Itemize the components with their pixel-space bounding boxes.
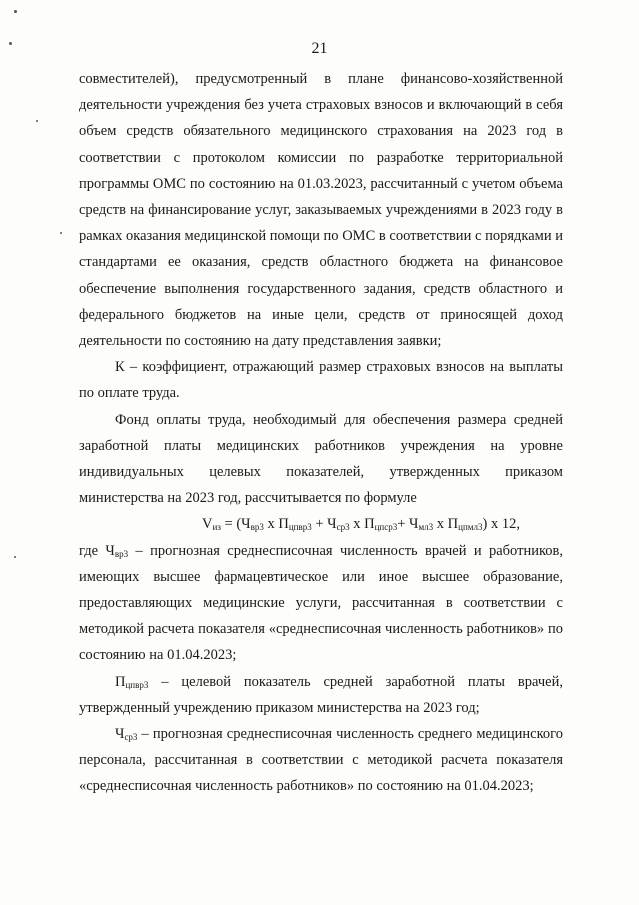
definition-text: – прогнозная среднесписочная численность врачей и работников, имеющих высшее фармацевтическое или иное высшее образование, предоставляющих медицинские услуги, рассчитанная в соответствии с методикой расчета показателя «среднесписочная численность работников» по состоянию на 01.04.2023; [79,542,563,664]
formula-operator: х [433,516,448,533]
definition-subscript: цпвр3 [125,679,149,690]
paragraph: К – коэффициент, отражающий размер страховых взносов на выплаты по оплате труда. [79,359,563,402]
formula-subscript: цпвр3 [288,522,312,533]
formula-subscript: из [212,522,221,533]
formula-operator: ) х 12, [482,516,520,533]
definition-sr [79,721,563,800]
formula-operator: х [263,516,279,533]
definition-term: П [115,673,126,690]
formula-term: V [202,516,213,533]
formula-subscript: мл3 [418,522,434,533]
formula-term: Ч [241,516,251,533]
definition-pvr [79,669,563,721]
formula-term: Ч [327,516,337,533]
formula-subscript: цпмл3 [458,522,483,533]
formula-term: П [447,516,459,533]
definition-text: – прогнозная среднесписочная численность среднего медицинского персонала, рассчитанная в соответствии с методикой расчета показателя «среднесписочная численность работников» по состоянию на 01.04.2023; [79,726,563,795]
scan-speck [60,232,62,234]
formula-operator: + [311,516,328,533]
formula-operator: + [397,516,410,533]
scan-speck [14,556,16,558]
definition-text: – целевой показатель средней заработной платы врачей, утвержденный учреждению приказом министерства на 2023 год; [79,673,563,716]
definition-term: Ч [115,726,125,743]
body-text [79,66,563,800]
formula-term: П [364,516,375,533]
definition-subscript: ср3 [124,732,138,743]
definition-vr [79,538,563,669]
scan-speck [14,10,17,13]
formula-term: П [278,516,289,533]
definition-subscript: вр3 [114,548,129,559]
scan-speck [9,42,12,45]
paragraph: совместителей), предусмотренный в плане финансово-хозяйственной деятельности учреждения без учета страховых взносов и включающий в себя объем средств обязательного медицинского страхования на 2023 год в соответствии с протоколом комиссии по разработке территориальной программы ОМС по состоянию на 01.03.2023, рассчитанный с учетом объема средств на финансирование услуг, заказываемых учреждениями в 2023 году в рамках оказания медицинской помощи по ОМС в соответствии с порядками и стандартами ее оказания, средств областного бюджета на финансовое обеспечение выполнения государственного задания, средств областного и федерального бюджетов на иные цели, средств от приносящей доход деятельности по состоянию на дату представления заявки; [79,71,563,350]
formula-subscript: вр3 [250,522,264,533]
formula-term: Ч [409,516,419,533]
page-number: 21 [311,40,328,57]
paragraph: Фонд оплаты труда, необходимый для обеспечения размера средней заработной платы медицинских работников учреждения на уровне индивидуальных целевых показателей, утвержденных приказом министерства на 2023 год, рассчитывается по формуле [79,411,563,507]
formula-operator: = ( [220,516,242,533]
formula [79,511,563,537]
formula-subscript: ср3 [336,522,350,533]
formula-operator: х [349,516,365,533]
formula-subscript: цпср3 [374,522,398,533]
scan-speck [36,120,38,122]
definition-term: где Ч [79,542,115,559]
